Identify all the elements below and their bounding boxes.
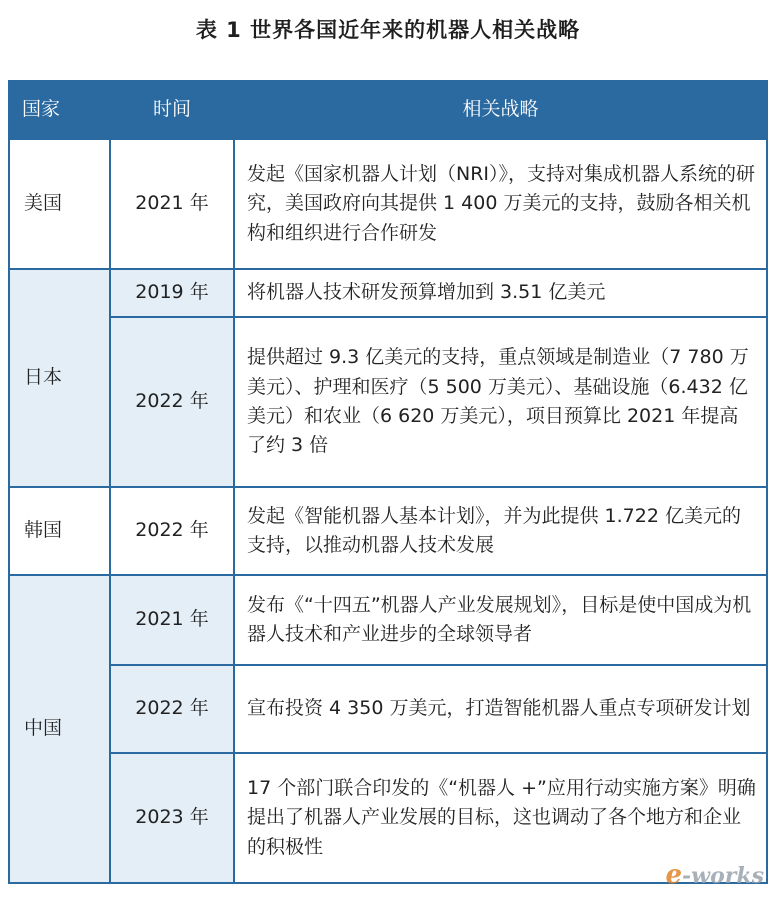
table-row [9,487,767,575]
country-cell: 韩国 [9,487,110,575]
table-header-row [9,81,767,139]
strategy-cell: 将机器人技术研发预算增加到 3.51 亿美元 [234,269,767,317]
table-row [9,317,767,487]
year-cell: 2021 年 [110,575,234,665]
year-cell: 2022 年 [110,665,234,753]
table-row [9,753,767,883]
strategy-cell: 发起《智能机器人基本计划》，并为此提供 1.722 亿美元的支持，以推动机器人技术发展 [234,487,767,575]
strategy-table [8,80,768,884]
strategy-cell: 提供超过 9.3 亿美元的支持，重点领域是制造业（7 780 万美元）、护理和医疗（5 500 万美元）、基础设施（6.432 亿美元）和农业（6 620 万美元），项目预算比 2021 年提高了约 3 倍 [234,317,767,487]
table-row [9,139,767,269]
year-cell: 2021 年 [110,139,234,269]
year-cell: 2019 年 [110,269,234,317]
header-strategy: 相关战略 [234,81,767,139]
header-time: 时间 [110,81,234,139]
header-country: 国家 [9,81,110,139]
strategy-cell: 发起《国家机器人计划（NRI）》，支持对集成机器人系统的研究，美国政府向其提供 1 400 万美元的支持，鼓励各相关机构和组织进行合作研发 [234,139,767,269]
country-cell: 美国 [9,139,110,269]
year-cell: 2022 年 [110,317,234,487]
table-title: 表 1 世界各国近年来的机器人相关战略 [195,18,581,42]
table-row [9,269,767,317]
year-cell: 2022 年 [110,487,234,575]
table-row [9,575,767,665]
strategy-cell: 宣布投资 4 350 万美元，打造智能机器人重点专项研发计划 [234,665,767,753]
country-cell: 日本 [9,269,110,487]
country-cell: 中国 [9,575,110,883]
table-row [9,665,767,753]
eworks-watermark-logo: e-works [665,860,764,890]
strategy-cell: 17 个部门联合印发的《“机器人 +”应用行动实施方案》明确提出了机器人产业发展的目标，这也调动了各个地方和企业的积极性 [234,753,767,883]
strategy-table-container [8,80,766,884]
strategy-cell: 发布《“十四五”机器人产业发展规划》，目标是使中国成为机器人技术和产业进步的全球领导者 [234,575,767,665]
year-cell: 2023 年 [110,753,234,883]
